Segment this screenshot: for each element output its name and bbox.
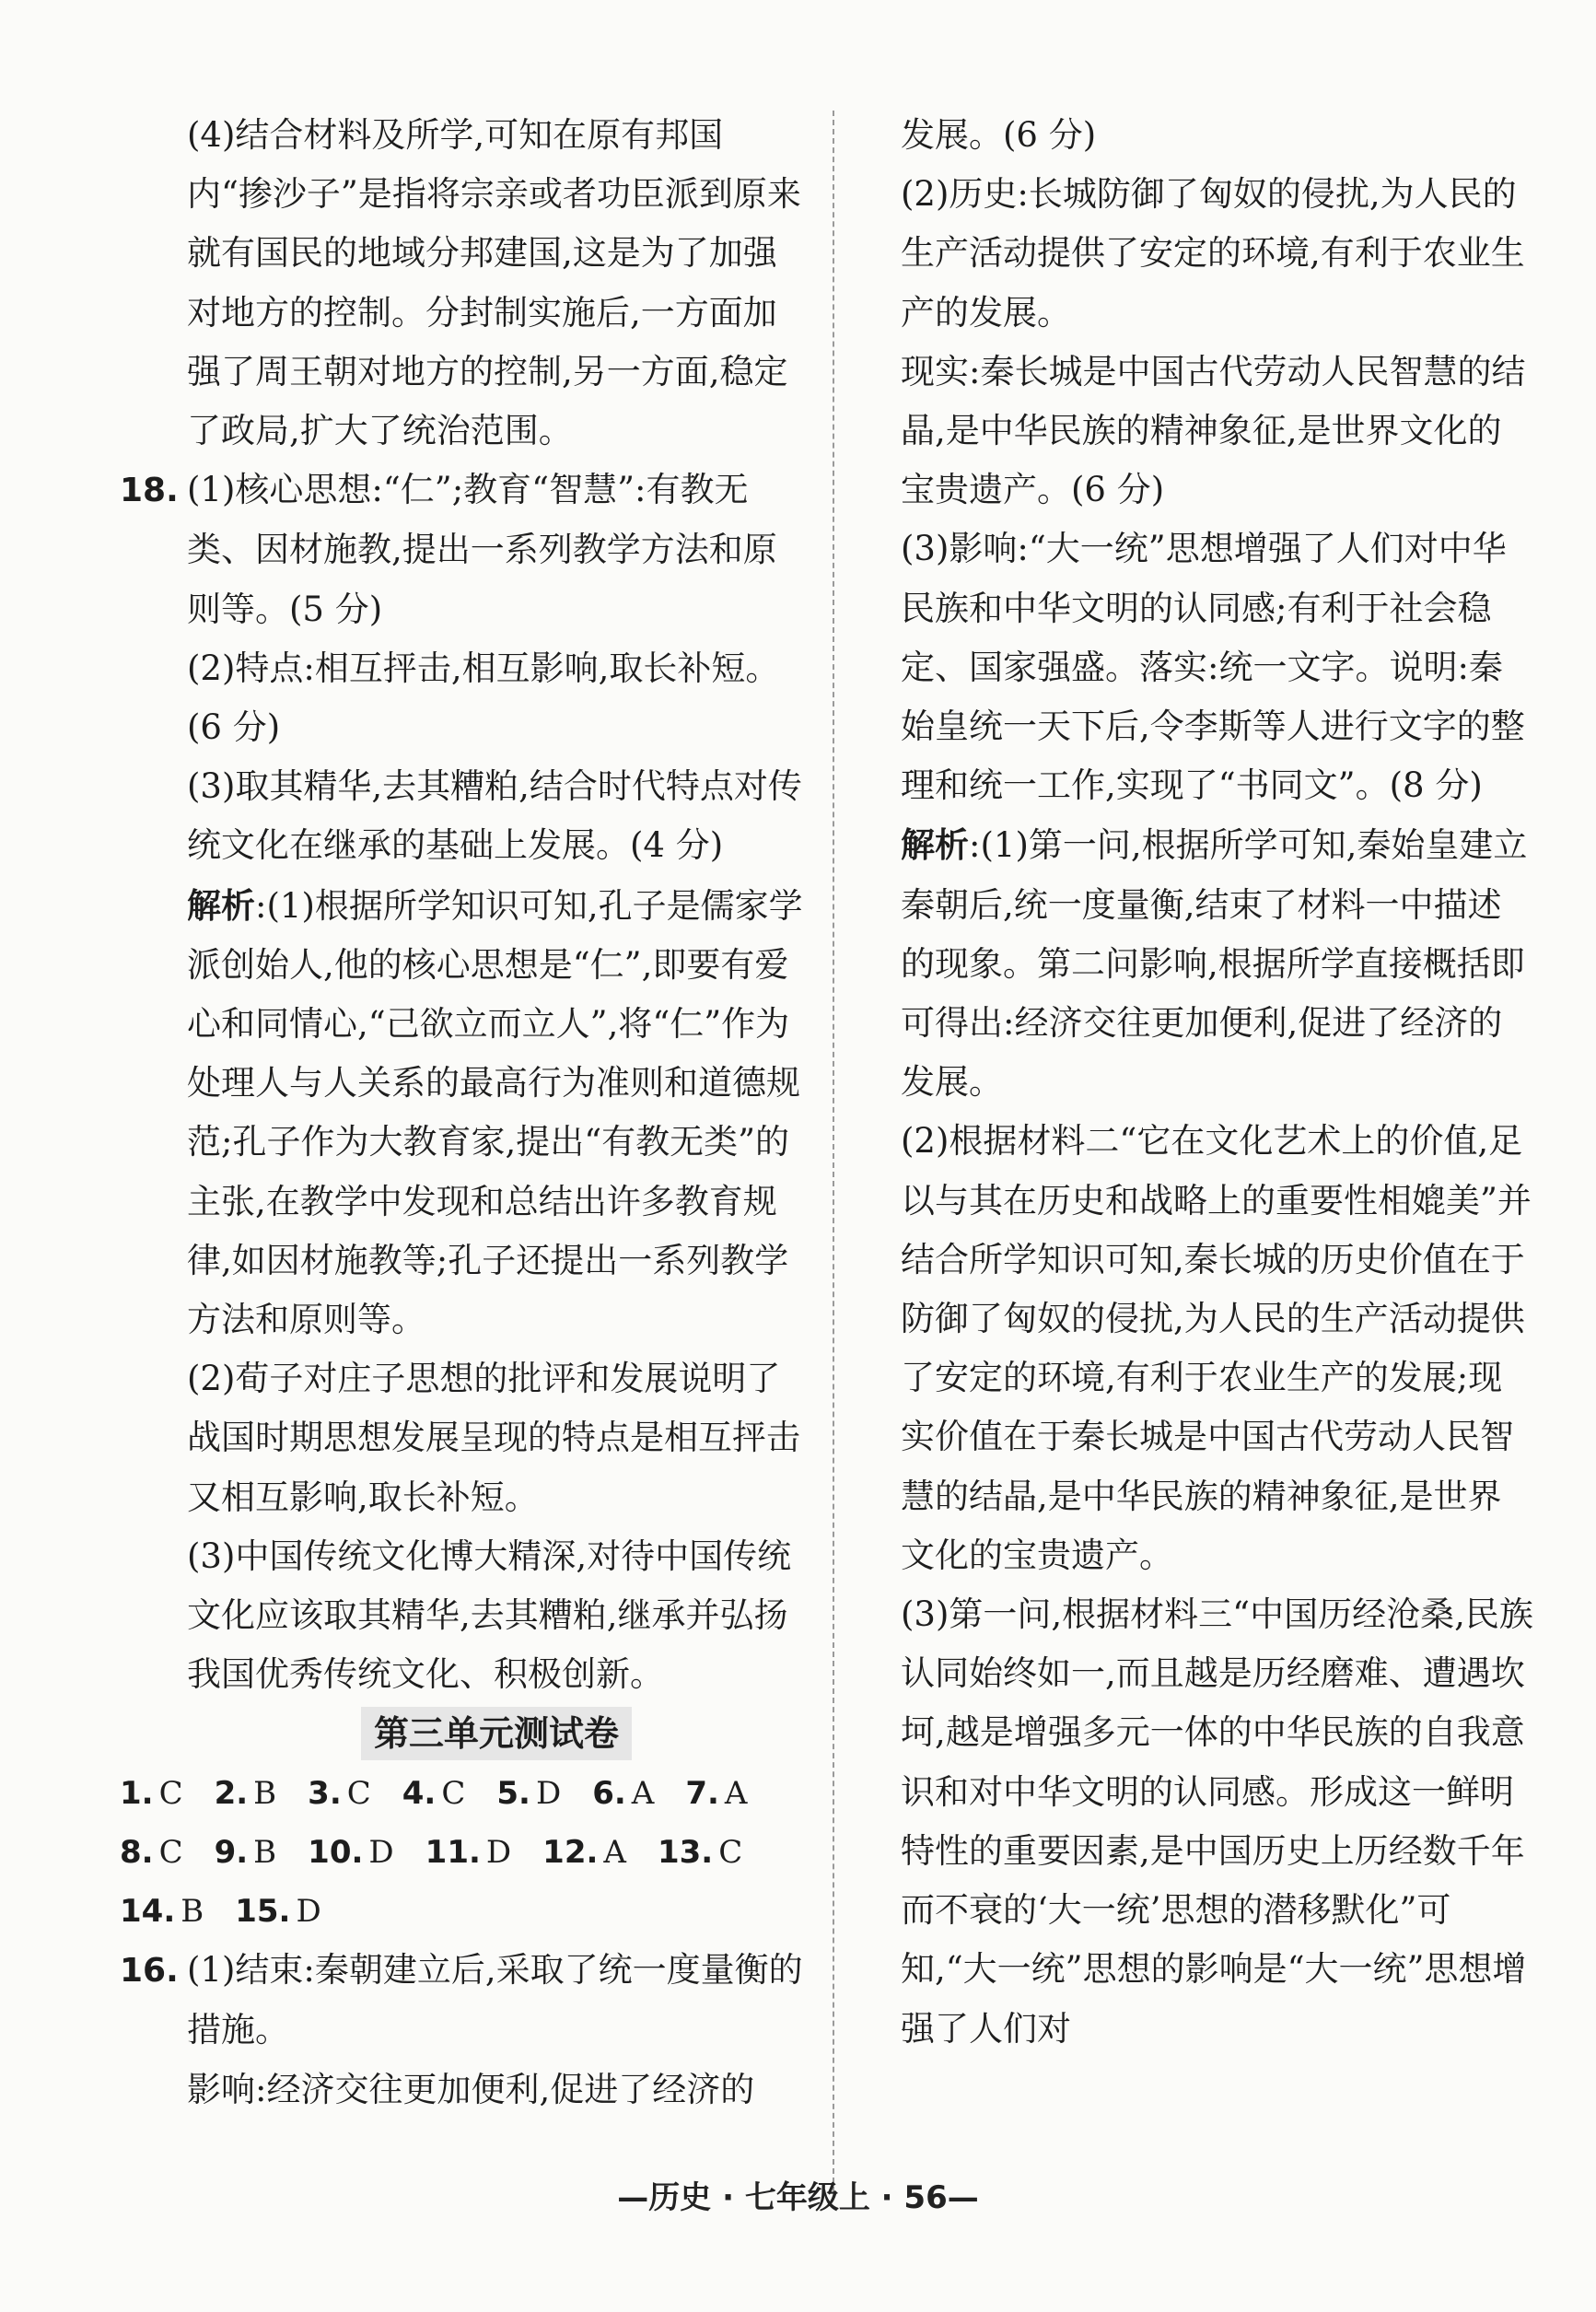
answer-letter: C xyxy=(158,1774,183,1812)
answer-number: 2. xyxy=(214,1774,249,1812)
answer-number: 10. xyxy=(308,1833,364,1871)
answer-number: 13. xyxy=(657,1833,714,1871)
answer-item xyxy=(120,1882,204,1941)
answer-letter: D xyxy=(485,1833,512,1871)
answer-number: 14. xyxy=(120,1893,176,1931)
q16-number: 16. xyxy=(120,1952,179,1991)
answer-letter: A xyxy=(724,1774,748,1812)
answer-row-3 xyxy=(120,1882,806,1941)
answer-number: 6. xyxy=(592,1774,626,1812)
answer-item xyxy=(120,1764,183,1823)
q18-part2: (2)特点:相互抨击,相互影响,取长补短。(6 分) xyxy=(187,648,780,748)
q18-analysis-1 xyxy=(120,876,806,1350)
right-column xyxy=(901,106,1534,2059)
answer-number: 3. xyxy=(308,1774,342,1812)
q18-analysis-3: (3)中国传统文化博大精深,对待中国传统文化应该取其精华,去其糟粕,继承并弘扬我国优秀传统文化、积极创新。 xyxy=(187,1535,792,1695)
q18-part1 xyxy=(120,461,806,639)
answer-letter: D xyxy=(368,1833,394,1871)
q16-part2-history: (2)历史:长城防御了匈奴的侵扰,为人民的生产活动提供了安定的环境,有利于农业生产的发展。 xyxy=(901,174,1525,333)
q16-part2-reality: 现实:秦长城是中国古代劳动人民智慧的结晶,是中华民族的精神象征,是世界文化的宝贵遗产。(6 分) xyxy=(901,351,1526,510)
answer-letter: C xyxy=(346,1774,371,1812)
answer-letter: B xyxy=(253,1774,277,1812)
q16-analysis-1-text: :(1)第一问,根据所学可知,秦始皇建立秦朝后,统一度量衡,结束了材料一中描述的现象。第二问影响,根据所学直接概括即可得出:经济交往更加便利,促进了经济的发展。 xyxy=(901,825,1528,1103)
answer-item xyxy=(308,1823,394,1882)
answer-letter: D xyxy=(296,1893,321,1931)
answer-letter: B xyxy=(181,1893,204,1931)
answer-letter: A xyxy=(631,1774,655,1812)
answer-item xyxy=(215,1764,277,1823)
answer-item xyxy=(592,1764,654,1823)
q16-part1 xyxy=(120,1941,806,2060)
answer-letter: B xyxy=(253,1833,277,1871)
answer-item xyxy=(425,1823,512,1882)
answer-number: 8. xyxy=(120,1833,154,1871)
q16-analysis-3: (3)第一问,根据材料三“中国历经沧桑,民族认同始终如一,而且越是历经磨难、遭遇坎坷,越是增强多元一体的中华民族的自我意识和对中华文明的认同感。形成这一鲜明特性的重要因素,是中国历史上历经数千年而不衰的‘大一统’思想的潜移默化”可知,“大一统”思想的影响是“大一统”思想增强了人们对 xyxy=(901,1594,1533,2049)
answer-item xyxy=(308,1764,371,1823)
answer-letter: D xyxy=(535,1774,562,1812)
answer-number: 5. xyxy=(496,1774,530,1812)
q16-analysis-2: (2)根据材料二“它在文化艺术上的价值,足以与其在历史和战略上的重要性相媲美”并结合所学知识可知,秦长城的历史价值在于防御了匈奴的侵扰,为人民的生产活动提供了安定的环境,有利于农业生产的发展;现实价值在于秦长城是中国古代劳动人民智慧的结晶,是中华民族的精神象征,是世界文化的宝贵遗产。 xyxy=(901,1121,1532,1575)
q16-part3: (3)影响:“大一统”思想增强了人们对中华民族和中华文明的认同感;有利于社会稳定、国家强盛。落实:统一文字。说明:秦始皇统一天下后,令李斯等人进行文字的整理和统一工作,实现了“书同文”。(8 分) xyxy=(901,529,1525,806)
answer-number: 1. xyxy=(120,1774,154,1812)
answer-item xyxy=(658,1823,742,1882)
q18-analysis-1-text: :(1)根据所学知识可知,孔子是儒家学派创始人,他的核心思想是“仁”,即要有爱心和同情心,“己欲立而立人”,将“仁”作为处理人与人关系的最高行为准则和道德规范;孔子作为大教育家,提出“有教无类”的主张,在教学中发现和总结出许多教育规律,如因材施教等;孔子还提出一系列教学方法和原则等。 xyxy=(187,885,803,1340)
answer-item xyxy=(542,1823,626,1882)
q16-analysis-1 xyxy=(901,815,1534,1112)
page-footer: —历史 · 七年级上 · 56— xyxy=(617,2179,979,2216)
answer-row-2 xyxy=(120,1823,806,1882)
answer-item xyxy=(402,1764,466,1823)
q18-number: 18. xyxy=(120,472,179,510)
q16-part1-impact: 影响:经济交往更加便利,促进了经济的 xyxy=(187,2069,755,2109)
answer-number: 11. xyxy=(425,1833,481,1871)
answer-key xyxy=(120,1764,806,1942)
answer-number: 4. xyxy=(402,1774,437,1812)
answer-item xyxy=(215,1823,277,1882)
answer-number: 15. xyxy=(235,1893,291,1931)
answer-letter: C xyxy=(718,1833,743,1871)
answer-number: 9. xyxy=(214,1833,249,1871)
q17-part4: (4)结合材料及所学,可知在原有邦国内“掺沙子”是指将宗亲或者功臣派到原来就有国民的地域分邦建国,这是为了加强对地方的控制。分封制实施后,一方面加强了周王朝对地方的控制,另一方面,稳定了政局,扩大了统治范围。 xyxy=(187,115,801,451)
answer-letter: C xyxy=(441,1774,466,1812)
answer-number: 7. xyxy=(685,1774,719,1812)
column-divider xyxy=(833,111,834,2192)
answer-letter: C xyxy=(158,1833,183,1871)
answer-item xyxy=(235,1882,321,1941)
answer-letter: A xyxy=(603,1833,626,1871)
answer-item xyxy=(120,1823,183,1882)
answer-item xyxy=(685,1764,747,1823)
q16-part1-text: (1)结束:秦朝建立后,采取了统一度量衡的措施。 xyxy=(187,1950,803,2050)
q16-continuation: 发展。(6 分) xyxy=(901,115,1097,155)
section-title: 第三单元测试卷 xyxy=(361,1707,632,1760)
q18-part3: (3)取其精华,去其糟粕,结合时代特点对传统文化在继承的基础上发展。(4 分) xyxy=(187,766,802,866)
left-column xyxy=(120,106,806,2119)
answer-number: 12. xyxy=(542,1833,599,1871)
q18-analysis-2: (2)荀子对庄子思想的批评和发展说明了战国时期思想发展呈现的特点是相互抨击又相互影响,取长补短。 xyxy=(187,1359,800,1517)
analysis-label: 解析 xyxy=(187,884,255,926)
q18-part1-text: (1)核心思想:“仁”;教育“智慧”:有教无类、因材施教,提出一系列教学方法和原则等。(5 分) xyxy=(187,470,777,629)
answer-item xyxy=(496,1764,561,1823)
section-title-wrap xyxy=(120,1704,806,1763)
answer-row-1 xyxy=(120,1764,806,1823)
analysis-label: 解析 xyxy=(901,824,969,866)
